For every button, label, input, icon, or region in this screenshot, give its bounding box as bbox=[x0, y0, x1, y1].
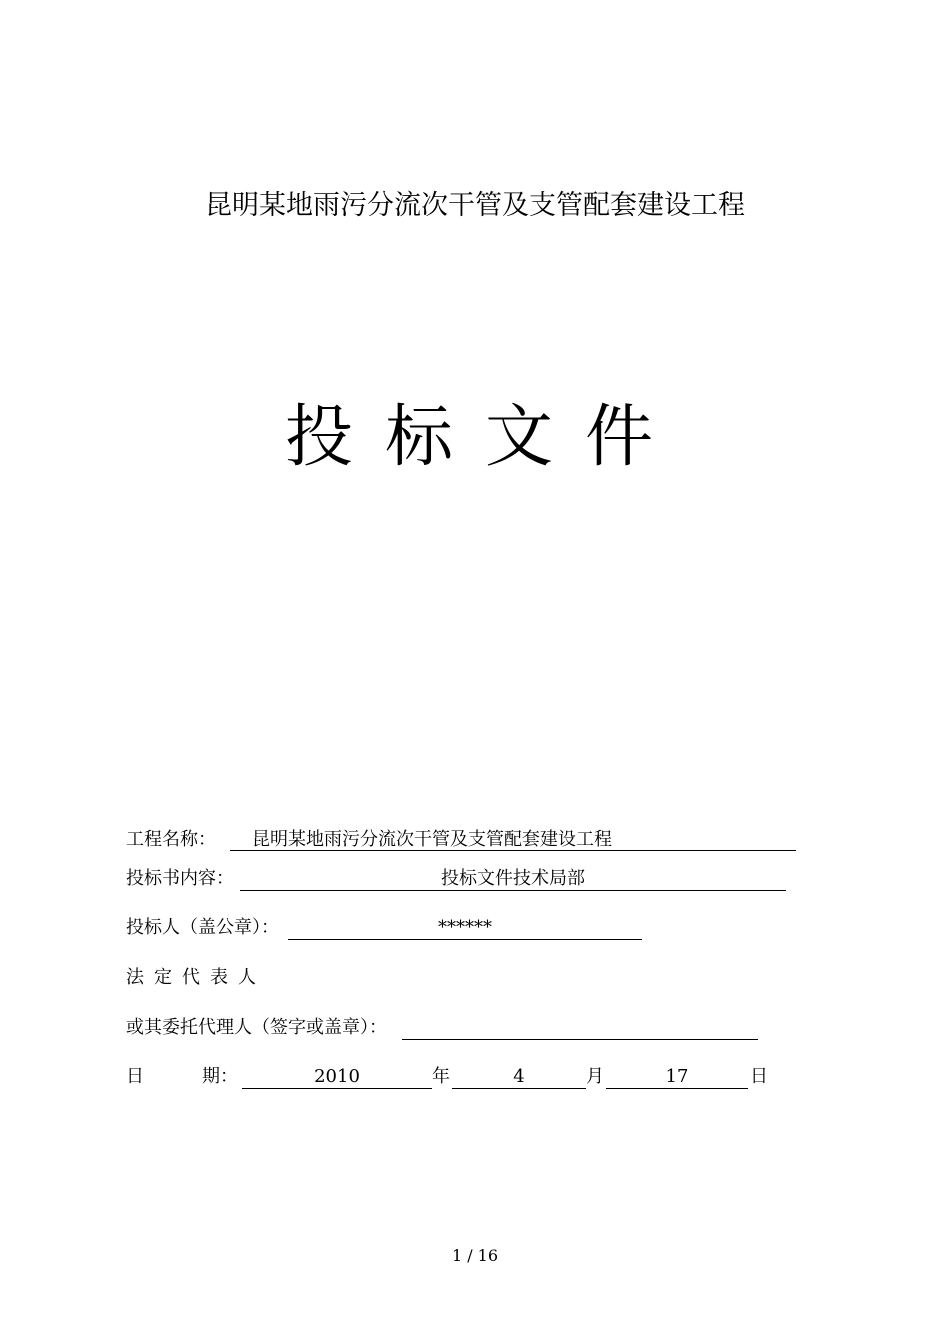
date-year-value: 2010 bbox=[242, 1064, 432, 1089]
document-title-char: 投 bbox=[284, 398, 373, 477]
project-name-value: 昆明某地雨污分流次干管及支管配套建设工程 bbox=[230, 827, 796, 851]
date-month-value: 4 bbox=[452, 1064, 586, 1089]
document-title-char: 件 bbox=[585, 398, 674, 477]
date-label-qi: 期： bbox=[202, 1066, 238, 1087]
document-title-char: 文 bbox=[485, 398, 574, 477]
bid-content-value: 投标文件技术局部 bbox=[240, 866, 786, 891]
date-day-unit: 日 bbox=[750, 1066, 768, 1087]
bid-content-label: 投标书内容： bbox=[126, 868, 234, 889]
agent-signature-line bbox=[402, 1015, 758, 1040]
date-day-value: 17 bbox=[606, 1064, 748, 1089]
date-month-unit: 月 bbox=[586, 1066, 604, 1087]
document-title-char: 标 bbox=[384, 398, 473, 477]
bidder-label: 投标人（盖公章）： bbox=[126, 917, 279, 938]
document-title bbox=[0, 398, 950, 478]
date-year-unit: 年 bbox=[432, 1066, 450, 1087]
project-name-label: 工程名称： bbox=[126, 829, 216, 850]
date-label-ri: 日 bbox=[126, 1066, 144, 1087]
project-title: 昆明某地雨污分流次干管及支管配套建设工程 bbox=[205, 190, 745, 221]
page-indicator: 1 / 16 bbox=[451, 1246, 499, 1265]
agent-label: 或其委托代理人（签字或盖章）： bbox=[126, 1017, 387, 1038]
legal-rep-label: 法定代表人 bbox=[126, 967, 266, 988]
bidder-value: ****** bbox=[288, 915, 642, 940]
